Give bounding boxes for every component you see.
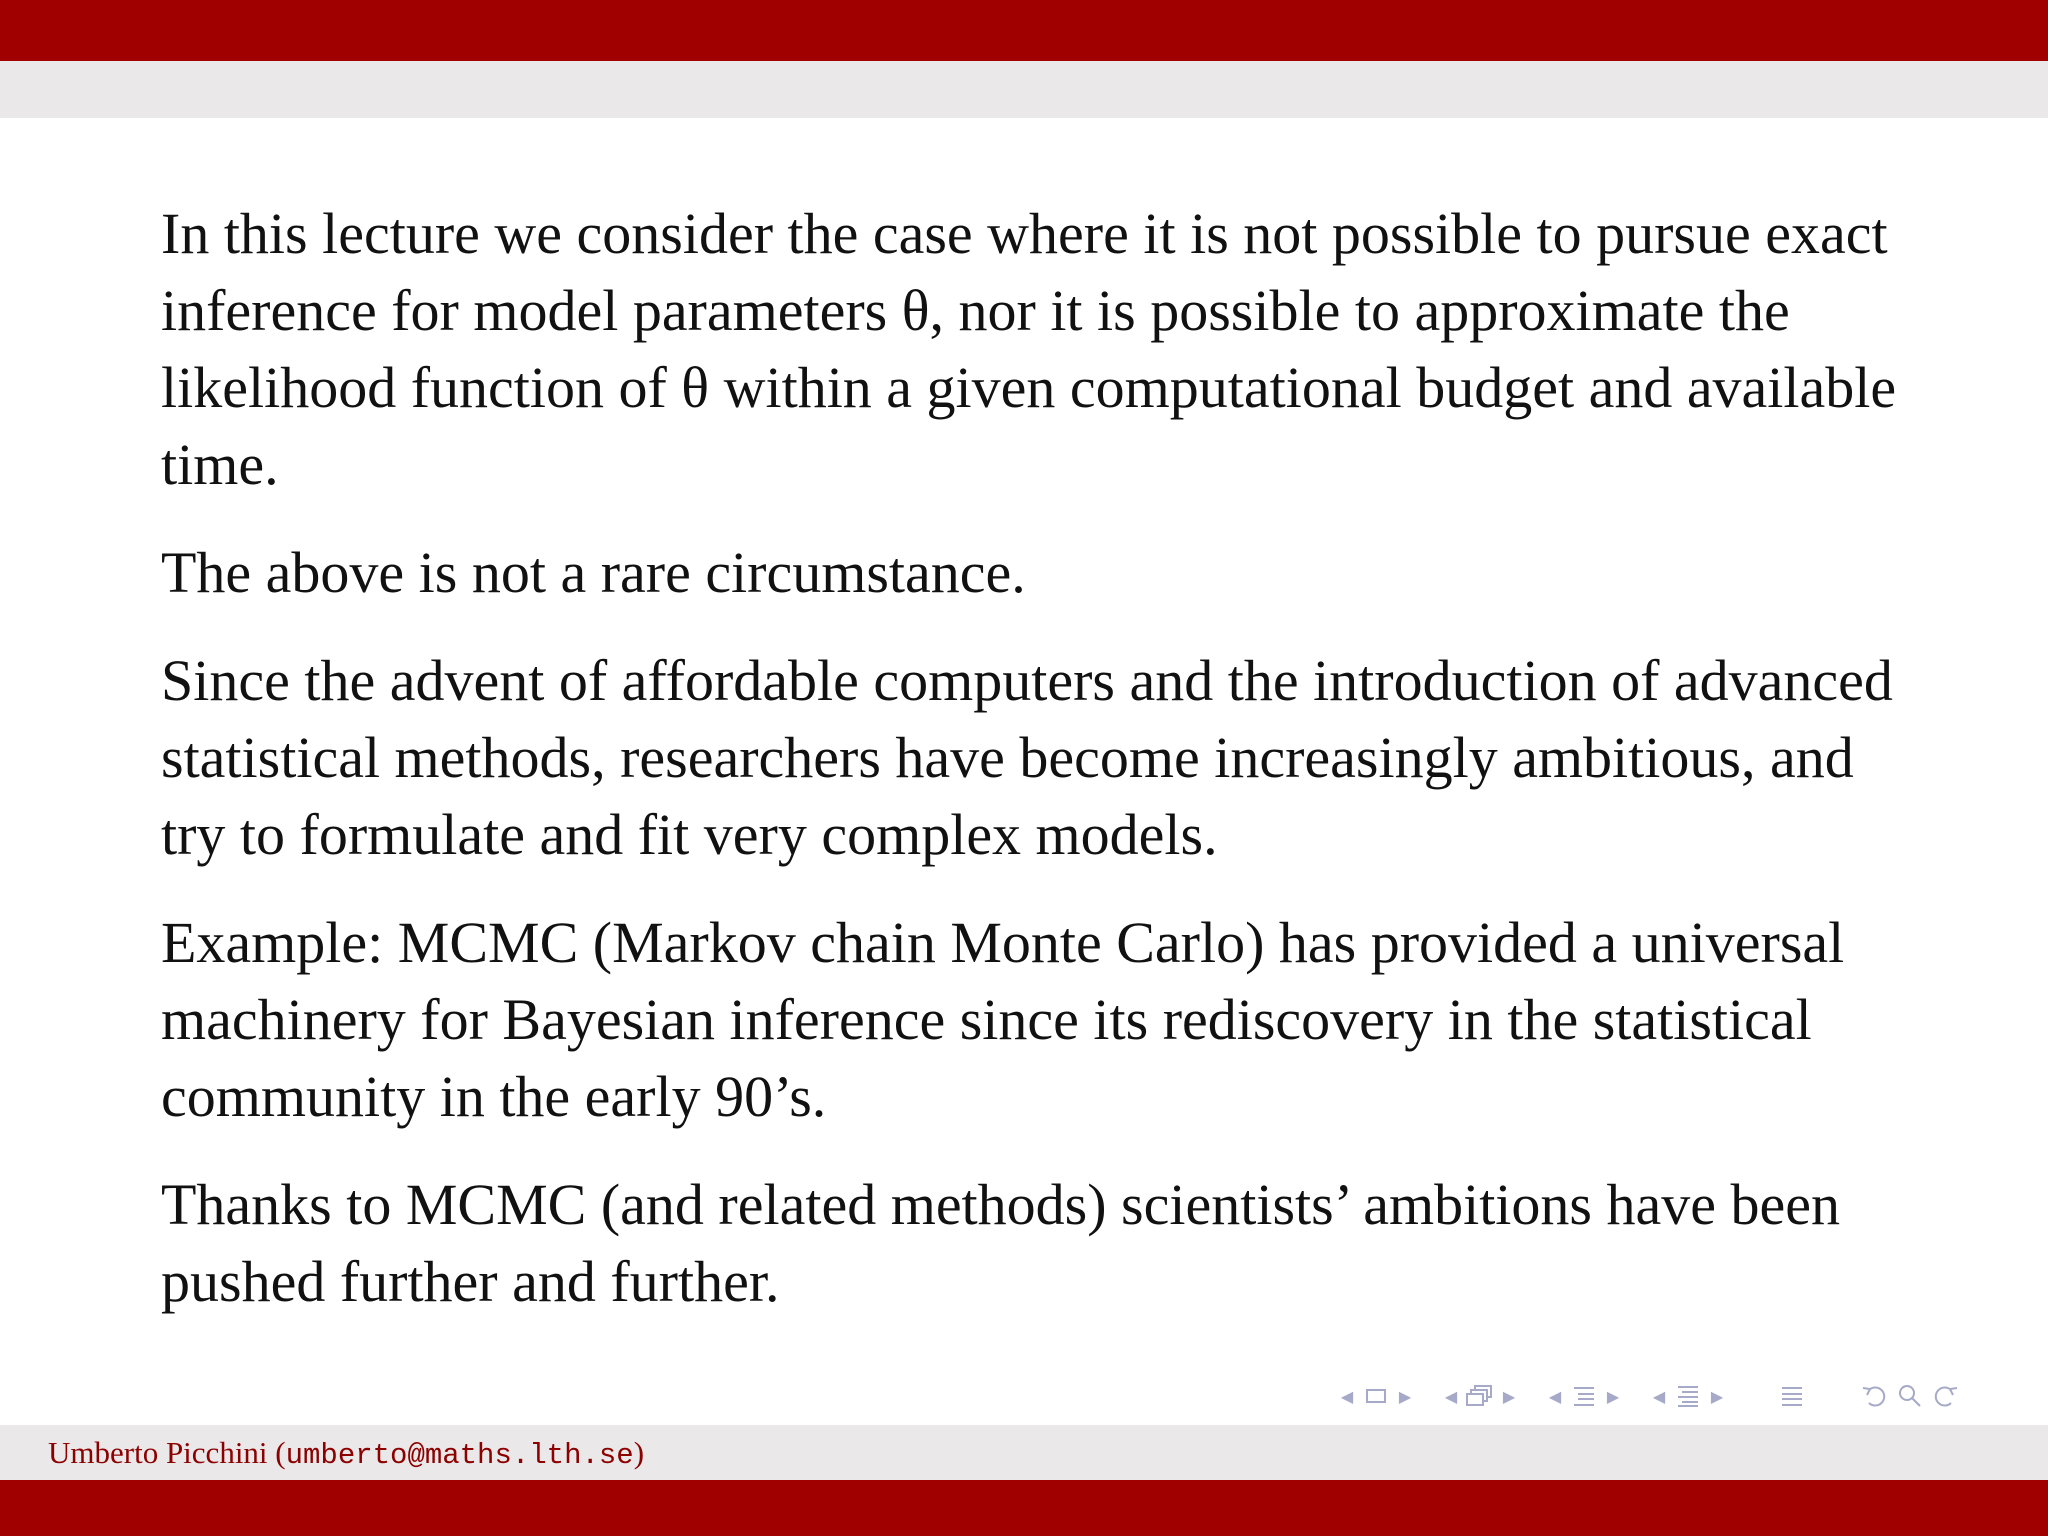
footer [48,1432,644,1474]
prev-frame-arrow-icon[interactable]: ◀ [1340,1386,1354,1406]
subsection-frames-icon[interactable] [1462,1381,1498,1411]
paragraph-mcmc-example: Example: MCMC (Markov chain Monte Carlo) has provided a universal machinery for Bayesian inference since its rediscovery in the statistical community in the early 90’s. [161,910,1845,1129]
document-icon[interactable] [1670,1381,1706,1411]
header-bar [0,0,2048,61]
paragraph-intro: In this lecture we consider the case where it is not possible to pursue exact inference for model parameters θ, nor it is possible to approximate the likelihood function of θ within a given computational budget and available time. [161,201,1897,497]
frame-icon[interactable] [1358,1381,1394,1411]
footer-author: Umberto Picchini [48,1435,268,1470]
next-subsection-arrow-icon[interactable]: ▶ [1502,1386,1516,1406]
footer-email: umberto@maths.lth.se [285,1439,634,1472]
section-icon[interactable] [1566,1381,1602,1411]
align-icon[interactable] [1774,1381,1810,1411]
footer-close-paren: ) [633,1435,645,1470]
beamer-navigation [1336,1381,1964,1411]
prev-subsection-arrow-icon[interactable]: ◀ [1444,1386,1458,1406]
slide-body [161,195,1921,1351]
footer-bar [0,1480,2048,1536]
next-document-arrow-icon[interactable]: ▶ [1710,1386,1724,1406]
prev-section-arrow-icon[interactable]: ◀ [1548,1386,1562,1406]
prev-document-arrow-icon[interactable]: ◀ [1652,1386,1666,1406]
next-section-arrow-icon[interactable]: ▶ [1606,1386,1620,1406]
paragraph-rare-circumstance: The above is not a rare circumstance. [161,540,1026,605]
paragraph-complex-models: Since the advent of affordable computers and the introduction of advanced statistical methods, researchers have become increasingly ambitious, and try to formulate and fit very complex models. [161,648,1893,867]
back-icon[interactable] [1856,1381,1892,1411]
next-frame-arrow-icon[interactable]: ▶ [1398,1386,1412,1406]
footer-open-paren: ( [275,1435,286,1470]
paragraph-ambitions: Thanks to MCMC (and related methods) scientists’ ambitions have been pushed further and further. [161,1172,1840,1314]
forward-icon[interactable] [1928,1381,1964,1411]
header-band [0,61,2048,118]
search-icon[interactable] [1892,1381,1928,1411]
